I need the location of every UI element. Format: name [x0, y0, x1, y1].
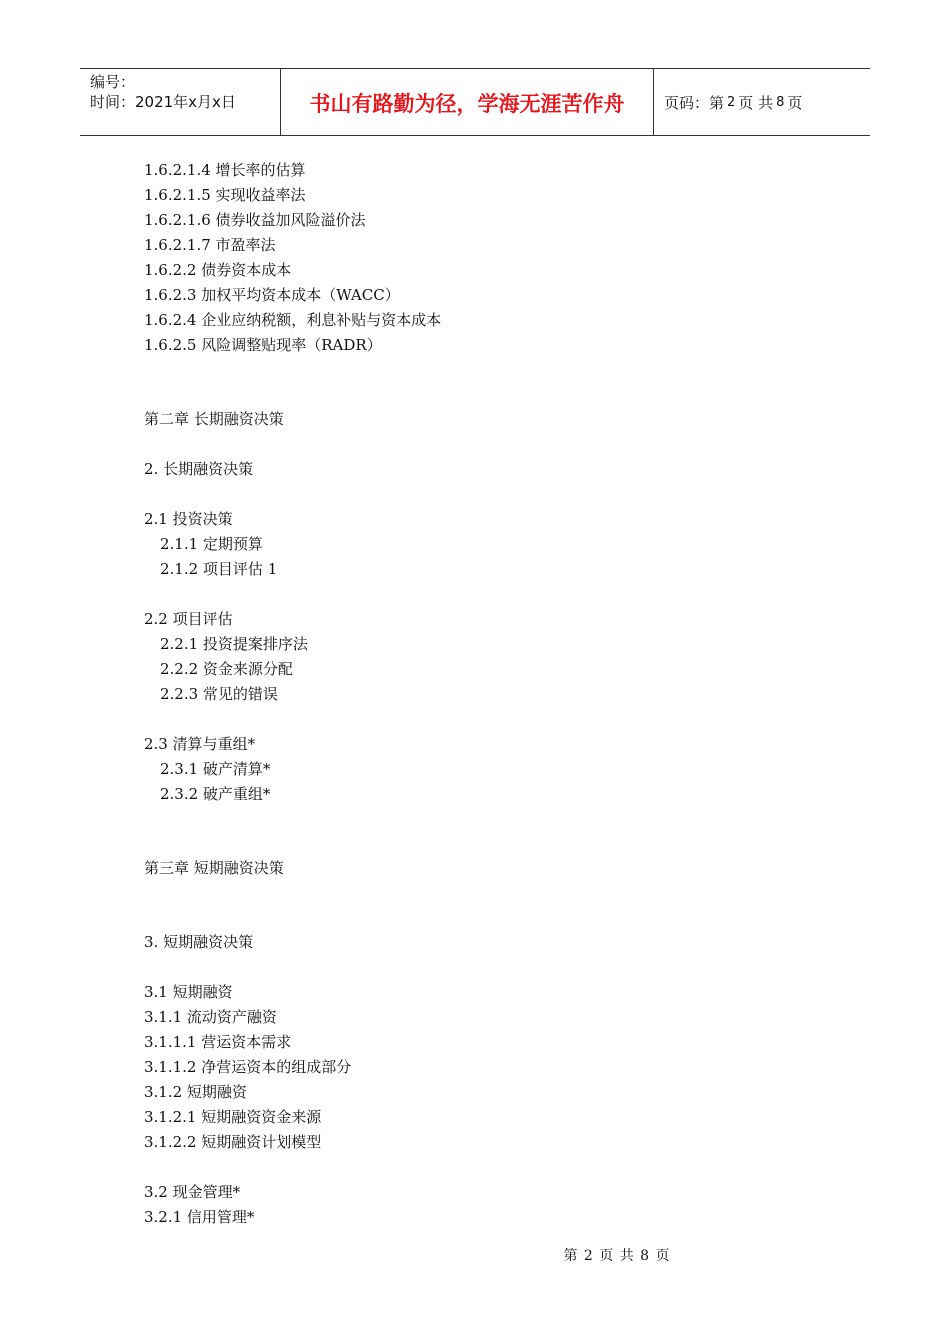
page-footer: 第 2 页 共 8 页	[563, 1248, 671, 1264]
table-of-contents	[144, 158, 824, 1230]
toc-entry: 2.1 投资决策	[144, 510, 233, 528]
page-current: 2	[727, 94, 736, 110]
toc-entry: 2.2.2 资金来源分配	[160, 660, 293, 678]
toc-entry: 3.1.1.1 营运资本需求	[144, 1033, 292, 1051]
chapter-heading: 第三章 短期融资决策	[144, 859, 284, 877]
header-page-number	[654, 69, 870, 135]
page-mid: 页 共	[738, 93, 774, 112]
toc-entry: 1.6.2.3 加权平均资本成本（WACC）	[144, 286, 400, 304]
toc-entry: 2.1.1 定期预算	[160, 535, 263, 553]
toc-entry: 2.3 清算与重组*	[144, 735, 256, 753]
toc-entry: 3.1.2.1 短期融资资金来源	[144, 1108, 322, 1126]
section-heading: 2. 长期融资决策	[144, 460, 254, 478]
toc-entry: 1.6.2.1.4 增长率的估算	[144, 161, 306, 179]
document-date: 时间：2021年x月x日	[90, 93, 236, 111]
toc-entry: 1.6.2.2 债券资本成本	[144, 261, 292, 279]
toc-entry: 2.2 项目评估	[144, 610, 233, 628]
section-heading: 3. 短期融资决策	[144, 933, 254, 951]
page-prefix: 页码：第	[664, 93, 725, 112]
toc-entry: 2.1.2 项目评估 1	[160, 560, 278, 578]
page-suffix: 页	[787, 93, 803, 112]
header-meta	[80, 69, 281, 135]
toc-entry: 1.6.2.1.7 市盈率法	[144, 236, 276, 254]
toc-entry: 2.3.1 破产清算*	[160, 760, 271, 778]
toc-entry: 1.6.2.1.5 实现收益率法	[144, 186, 306, 204]
toc-entry: 3.1.1.2 净营运资本的组成部分	[144, 1058, 352, 1076]
toc-entry: 3.2.1 信用管理*	[144, 1208, 255, 1226]
toc-entry: 3.1 短期融资	[144, 983, 233, 1001]
toc-entry: 1.6.2.1.6 债券收益加风险溢价法	[144, 211, 366, 229]
toc-entry: 3.1.2 短期融资	[144, 1083, 247, 1101]
header-motto: 书山有路勤为径，学海无涯苦作舟	[281, 69, 654, 135]
document-number-label: 编号：	[90, 73, 136, 91]
toc-entry: 2.2.3 常见的错误	[160, 685, 278, 703]
toc-entry: 2.2.1 投资提案排序法	[160, 635, 308, 653]
page-total: 8	[776, 94, 785, 110]
toc-entry: 3.1.2.2 短期融资计划模型	[144, 1133, 322, 1151]
toc-entry: 1.6.2.4 企业应纳税额，利息补贴与资本成本	[144, 311, 442, 329]
chapter-heading: 第二章 长期融资决策	[144, 410, 284, 428]
toc-entry: 1.6.2.5 风险调整贴现率（RADR）	[144, 336, 382, 354]
toc-entry: 3.2 现金管理*	[144, 1183, 241, 1201]
toc-entry: 3.1.1 流动资产融资	[144, 1008, 277, 1026]
toc-entry: 2.3.2 破产重组*	[160, 785, 271, 803]
page-header	[80, 68, 870, 136]
